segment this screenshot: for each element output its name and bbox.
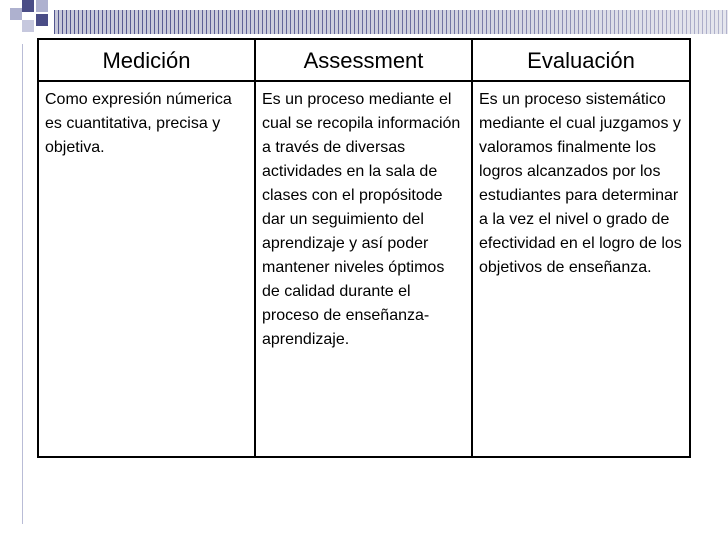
slide-decoration-top [0, 0, 728, 36]
cell-medicion-definition: Como expresión númerica es cuantitativa, precisa y objetiva. [38, 81, 255, 457]
decor-square-dark [22, 0, 34, 12]
decor-square-light [36, 0, 48, 12]
decor-vertical-line [22, 44, 23, 524]
comparison-table [37, 38, 691, 458]
decor-square-light [10, 8, 22, 20]
cell-evaluacion-definition: Es un proceso sistemático mediante el cual juzgamos y valoramos finalmente los logros alcanzados por los estudiantes para determinar a la vez el nivel o grado de efectividad en el logro de los objetivos de enseñanza. [472, 81, 690, 457]
header-evaluacion: Evaluación [472, 39, 690, 81]
table-header-row [38, 39, 690, 81]
decor-stripe-fade [54, 10, 728, 34]
header-medicion: Medición [38, 39, 255, 81]
decor-square-light [22, 20, 34, 32]
comparison-table-container [37, 38, 689, 458]
table-row [38, 81, 690, 457]
header-assessment: Assessment [255, 39, 472, 81]
decor-square-dark [36, 14, 48, 26]
cell-assessment-definition: Es un proceso mediante el cual se recopila información a través de diversas actividades en la sala de clases con el propósitode dar un seguimiento del aprendizaje y así poder mantener niveles óptimos de calidad durante el proceso de enseñanza-aprendizaje. [255, 81, 472, 457]
